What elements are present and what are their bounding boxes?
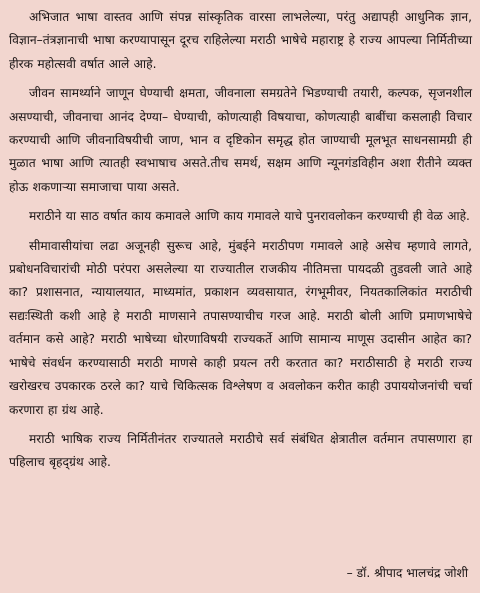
paragraph-sixty-years: मराठीने या साठ वर्षात काय कमावले आणि काय गमावले याचे पुनरावलोकन करण्याची ही वेळ आहे. (29, 209, 470, 224)
author-signature: – डॉ. श्रीपाद भालचंद्र जोशी (346, 566, 468, 580)
paragraph-questions: सीमावासीयांचा लढा अजूनही सुरूच आहे, मुंबईने मराठीपण गमावले आहे असेच म्हणावे लागते, प्रबोधनविचारांची मोठी परंपरा असलेल्या या राज्यातील राजकीय नीतिमत्ता पायदळी तुडवली जाते आहे का? प्रशासनात, न्यायालयात, माध्यमांत, प्रकाशन व्यवसायात, रंगभूमीवर, नियतकालिकांत मराठीची सद्यःस्थिती कशी आहे हे मराठी माणसाने तपासण्याचीच गरज आहे. मराठी बोली आणि प्रमाणभाषेचे वर्तमान कसे आहे? मराठी भाषेच्या धोरणाविषयी राज्यकर्ते आणि सामान्य माणूस उदासीन आहेत का? भाषेचे संवर्धन करण्यासाठी मराठी माणसे काही प्रयत्न तरी करतात का? मराठीसाठी हे मराठी राज्य खरोखरच उपकारक ठरले का? याचे चिकित्सक विश्लेषण व अवलोकन करीत काही उपाययोजनांची चर्चा करणारा हा ग्रंथ आहे. (9, 238, 472, 417)
paragraph-intro: अभिजात भाषा वास्तव आणि संपन्न सांस्कृतिक वारसा लाभलेल्या, परंतु अद्यापही आधुनिक ज्ञान, विज्ञान–तंत्रज्ञानाची भाषा करण्यापासून दूरच राहिलेल्या मराठी भाषेचे महाराष्ट्र हे राज्य आपल्या निर्मितीच्या हीरक महोत्सवी वर्षात आले आहे. (9, 10, 472, 71)
paragraph-language-capacity: जीवन सामर्थ्याने जाणून घेण्याची क्षमता, जीवनाला समग्रतेने भिडण्याची तयारी, कल्पक, सृजनशील असण्याची, जीवनाचा आनंद देण्या– घेण्याची, कोणत्याही विषयाचा, कोणत्याही बाबींचा कसलाही विचार करण्याची आणि जीवनाविषयीची जाण, भान व दृष्टिकोन समृद्ध होत जाण्याची मूलभूत साधनसामग्री ही मुळात भाषा आणि त्यातही स्वभाषाच असते.तीच समर्थ, सक्षम आणि न्यूनगंडविहीन अशा रीतीने व्यक्त होऊ शकणाऱ्या समाजाचा पाया असते. (9, 86, 472, 194)
paragraph-conclusion: मराठी भाषिक राज्य निर्मितीनंतर राज्यातले मराठीचे सर्व संबंधित क्षेत्रातील वर्तमान तपासणारा हा पहिलाच बृहद्ग्रंथ आहे. (9, 431, 472, 470)
